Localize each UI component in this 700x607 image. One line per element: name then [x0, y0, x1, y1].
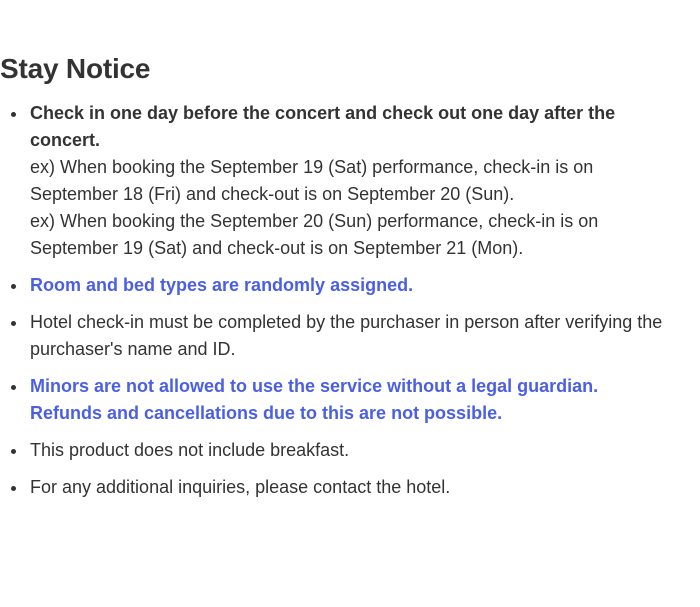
list-item-check-in-out [0, 100, 682, 262]
notice-text: For any additional inquiries, please contact the hotel. [30, 477, 451, 497]
list-item-breakfast [0, 437, 682, 464]
notice-text: Hotel check-in must be completed by the purchaser in person after verifying the purchaser's name and ID. [30, 312, 663, 359]
notice-highlight: Room and bed types are randomly assigned. [30, 275, 414, 295]
bullet-icon [11, 112, 16, 117]
notice-example: ex) When booking the September 20 (Sun) performance, check-in is on September 19 (Sat) and check-out is on September 21 (Mon). [30, 211, 599, 258]
bullet-icon [11, 449, 16, 454]
notice-list [0, 100, 682, 501]
notice-highlight: Minors are not allowed to use the service without a legal guardian. [30, 376, 599, 396]
list-item-inquiries [0, 474, 682, 501]
page-title: Stay Notice [0, 53, 151, 84]
bullet-icon [11, 385, 16, 390]
notice-text: This product does not include breakfast. [30, 440, 350, 460]
list-item-minors [0, 373, 682, 427]
bullet-icon [11, 284, 16, 289]
notice-heading: Check in one day before the concert and check out one day after the concert. [30, 103, 616, 150]
notice-highlight: Refunds and cancellations due to this are not possible. [30, 403, 503, 423]
bullet-icon [11, 321, 16, 326]
bullet-icon [11, 486, 16, 491]
list-item-room-bed [0, 272, 682, 299]
notice-example: ex) When booking the September 19 (Sat) performance, check-in is on September 18 (Fri) and check-out is on September 20 (Sun). [30, 157, 594, 204]
list-item-hotel-checkin [0, 309, 682, 363]
